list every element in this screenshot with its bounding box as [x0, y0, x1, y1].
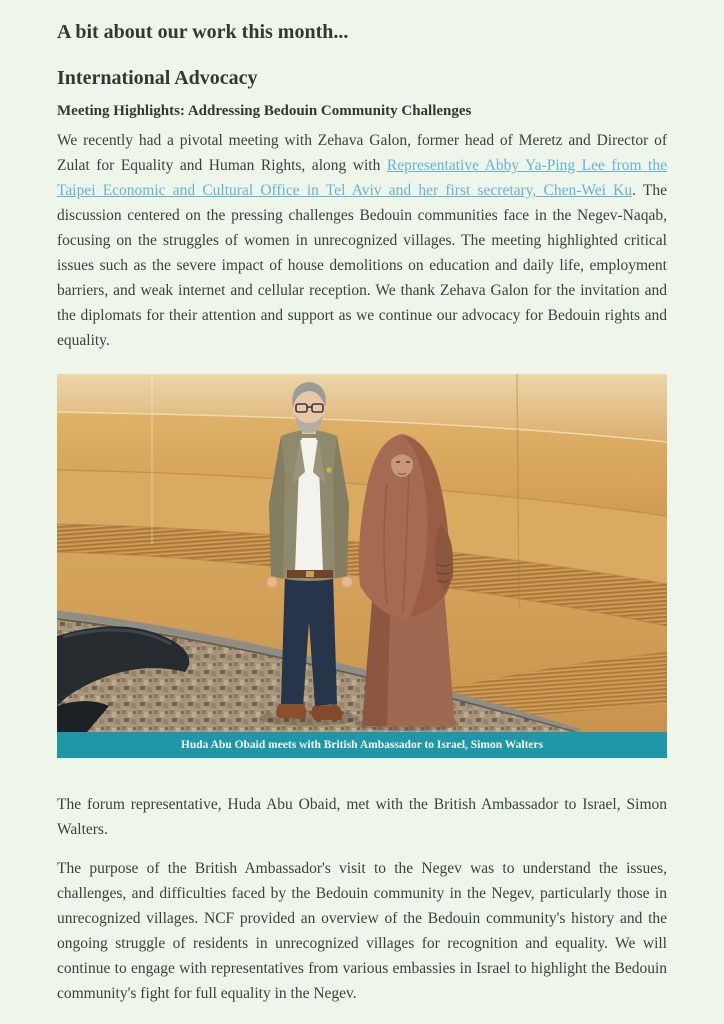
subsection-heading: Meeting Highlights: Addressing Bedouin Community Challenges [57, 103, 472, 119]
page-title: A bit about our work this month... [57, 21, 349, 43]
paragraph-meeting-after-link: . The discussion centered on the pressing challenges Bedouin communities face in the Negev-Naqab, focusing on the struggles of women in unrecognized villages. The meeting highlighted critical issues such as the severe impact of house demolitions on education and daily life, employment barriers, and weak internet and cellular reception. We thank Zehava Galon for the invitation and the diplomats for their attention and support as we continue our advocacy for Bedouin rights and equality. [57, 182, 667, 349]
taipei-office-link[interactable]: Representative Abby Ya-Ping Lee from the Taipei Economic and Cultural Office in Tel Aviv and her first secretary, Chen-Wei Ku [57, 157, 667, 199]
meeting-photo-figure [57, 374, 667, 758]
section-heading: International Advocacy [57, 67, 258, 89]
paragraph-meeting-before-link: We recently had a pivotal meeting with Zehava Galon, former head of Meretz and Director of Zulat for Equality and Human Rights, along with [57, 132, 667, 174]
photo-caption: Huda Abu Obaid meets with British Ambassador to Israel, Simon Walters [57, 732, 667, 758]
meeting-photo [57, 374, 667, 732]
paragraph-meeting [57, 128, 667, 353]
paragraph-forum: The forum representative, Huda Abu Obaid, met with the British Ambassador to Israel, Simon Walters. [57, 796, 667, 838]
paragraph-purpose: The purpose of the British Ambassador's visit to the Negev was to understand the issues, challenges, and difficulties faced by the Bedouin community in the Negev, particularly those in unrecognized villages. NCF provided an overview of the Bedouin community's history and the ongoing struggle of residents in unrecognized villages for recognition and equality. We will continue to engage with representatives from various embassies in Israel to highlight the Bedouin community's fight for full equality in the Negev. [57, 860, 667, 1002]
